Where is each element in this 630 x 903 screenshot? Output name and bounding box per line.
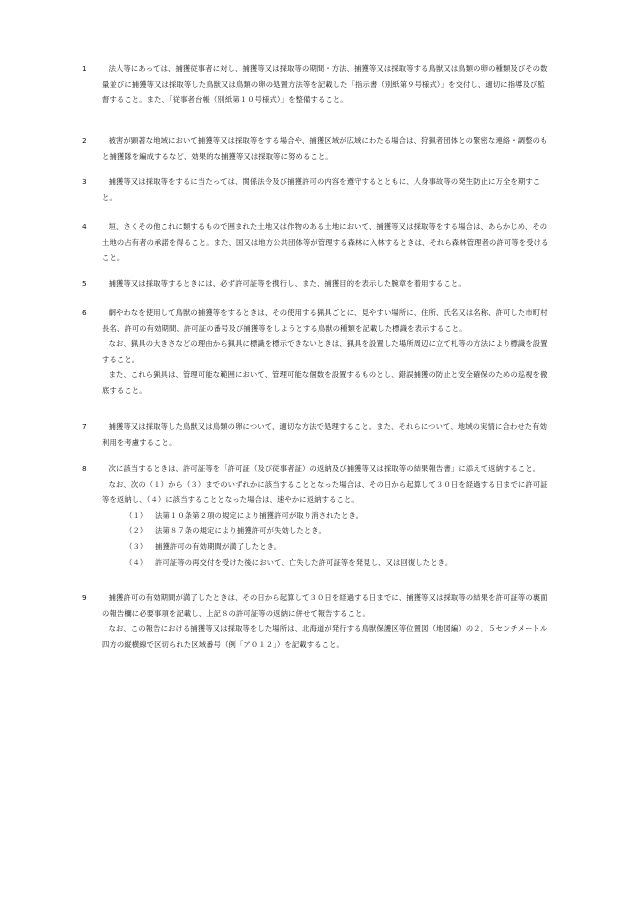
clause-text: なお、この報告における捕獲等又は採取等をした場所は、北海道が発行する鳥獣保護区等位置図（地図編）の２．５センチメートル四方の縦横線で区切られた区域番号（例「ア０１２」）を記載すること。 — [102, 624, 548, 649]
clause-text: 次に該当するときは、許可証等を「許可証（及び従事者証）の返納及び捕獲等又は採取等の結果報告書」に添えて返納すること。 — [108, 464, 541, 473]
sub-item — [125, 539, 552, 555]
clause-8 — [82, 461, 552, 570]
clause-text: なお、猟具の大きさなどの理由から猟具に標識を標示できないときは、猟具を設置した場所周辺に立て札等の方法により標識を設置すること。 — [102, 339, 548, 364]
sub-item-number: （４） — [125, 557, 148, 567]
clause-9 — [82, 590, 552, 652]
clause-number: 1 — [82, 64, 87, 73]
clause-text: 捕獲許可の有効期間が満了したときは、その日から起算して３０日を経過する日までに、捕獲等又は採取等の結果を許可証等の裏面の報告欄に必要事項を記載し、上記８の許可証等の返納に併せて報告すること。 — [102, 593, 548, 618]
sub-item — [125, 508, 552, 524]
clause-number: 8 — [82, 464, 87, 473]
clause-number: 3 — [82, 177, 87, 186]
clause-7 — [82, 419, 552, 450]
clause-text: 捕獲等又は採取等した鳥獣又は鳥類の卵について、適切な方法で処理すること。また、それらについて、地域の実情に合わせた有効利用を考慮すること。 — [102, 422, 548, 447]
clause-number: 6 — [82, 308, 87, 317]
clause-3 — [82, 174, 552, 205]
clause-number: 2 — [82, 136, 87, 145]
sub-item — [125, 523, 552, 539]
sub-item — [125, 555, 552, 571]
sub-item-number: （３） — [125, 541, 148, 551]
sub-item-text: 許可証等の再交付を受けた後において、亡失した許可証等を発見し、又は回復したとき。 — [155, 557, 453, 567]
clause-number: 9 — [82, 593, 87, 602]
clause-6 — [82, 305, 552, 399]
clause-text: 捕獲等又は採取等するときには、必ず許可証等を携行し、また、捕獲目的を表示した腕章を着用すること。 — [108, 279, 466, 288]
clause-2 — [82, 133, 552, 164]
clause-text: 網やわなを使用して鳥獣の捕獲等をするときは、その使用する猟具ごとに、見やすい場所に、住所、氏名又は名称、許可した市町村長名、許可の有効期間、許可証の番号及び捕獲等をしようとする鳥獣の種類を記載した標識を表示すること。 — [102, 308, 548, 333]
sub-item-text: 捕獲許可の有効期間が満了したとき。 — [155, 541, 282, 551]
clause-text: また、これら猟具は、管理可能な範囲において、管理可能な個数を設置するものとし、錯誤捕獲の防止と安全確保のための巡視を徹底すること。 — [102, 370, 548, 395]
sub-item-text: 法第８７条の規定により捕獲許可が失効したとき。 — [155, 526, 326, 536]
clause-4 — [82, 219, 552, 266]
clause-5 — [82, 276, 552, 292]
clause-number: 5 — [82, 279, 87, 288]
clause-text: 被害が顕著な地域において捕獲等又は採取等をする場合や、捕獲区域が広域にわたる場合は、狩猟者団体との緊密な連絡・調整のもと捕獲隊を編成するなど、効果的な捕獲等又は採取等に努めること。 — [102, 136, 548, 161]
clause-number: 4 — [82, 222, 87, 231]
sub-item-text: 法第１０条第２項の規定により捕獲許可が取り消されたとき。 — [155, 510, 364, 520]
clause-text: 垣、さくその他これに類するもので囲まれた土地又は作物のある土地において、捕獲等又は採取等をする場合は、あらかじめ、その土地の占有者の承諾を得ること。また、国又は地方公共団体等が管理する森林に入林するときは、それら森林管理者の許可等を受けること。 — [102, 222, 549, 263]
clause-text: 法人等にあっては、捕獲従事者に対し、捕獲等又は採取等の期間・方法、捕獲等又は採取等する鳥獣又は鳥類の卵の種類及びその数量並びに捕獲等又は採取等した鳥獣又は鳥類の卵の処置方法等を記載した「指示書（別紙第９号様式）」を交付し、適切に指導及び監督すること。また、「従事者台帳（別紙第１０号様式）」を整備すること。 — [102, 64, 548, 105]
clause-1 — [82, 61, 552, 108]
sub-item-number: （２） — [125, 526, 148, 536]
clause-text: なお、次の（１）から（３）までのいずれかに該当することとなった場合は、その日から起算して３０日を経過する日までに許可証等を返納し、（４）に該当することとなった場合は、速やかに返納すること。 — [102, 479, 548, 505]
sub-item-number: （１） — [125, 510, 148, 520]
clause-number: 7 — [82, 422, 87, 431]
clause-text: 捕獲等又は採取等をするに当たっては、関係法令及び捕獲許可の内容を遵守するとともに、人身事故等の発生防止に万全を期すこと。 — [102, 177, 541, 202]
